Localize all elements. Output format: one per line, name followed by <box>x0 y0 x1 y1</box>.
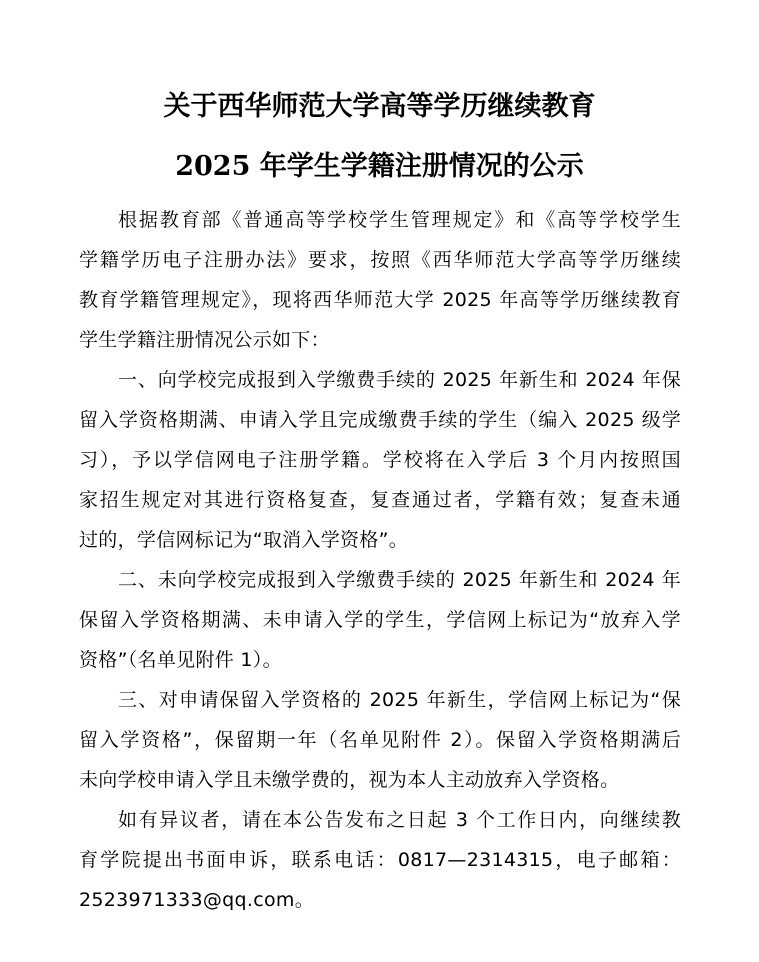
body-line: 过的，学信网标记为“取消入学资格”。 <box>79 529 409 551</box>
body-line: 资格”（名单见附件 1）。 <box>79 649 282 671</box>
contact-email: 2523971333@qq.com。 <box>79 889 315 911</box>
body-line: 留入学资格期满、申请入学且完成缴费手续的学生（编入 2025 级学 <box>79 409 681 431</box>
title-line-2: 2025 年学生学籍注册情况的公示 <box>175 151 584 182</box>
body-line: 学生学籍注册情况公示如下： <box>79 329 330 351</box>
body-line: 三、对申请保留入学资格的 2025 年新生，学信网上标记为“保 <box>118 689 681 711</box>
body-line: 育学院提出书面申诉，联系电话：0817—2314315，电子邮箱： <box>79 849 681 871</box>
body-line: 如有异议者，请在本公告发布之日起 3 个工作日内，向继续教 <box>118 809 681 831</box>
body-line: 习），予以学信网电子注册学籍。学校将在入学后 3 个月内按照国 <box>79 449 681 471</box>
body-line: 学籍学历电子注册办法》要求，按照《西华师范大学高等学历继续 <box>79 249 681 271</box>
body-line: 未向学校申请入学且未缴学费的，视为本人主动放弃入学资格。 <box>79 769 620 791</box>
body-line: 留入学资格”，保留期一年（名单见附件 2）。保留入学资格期满后 <box>79 729 681 751</box>
body-line: 家招生规定对其进行资格复查，复查通过者，学籍有效；复查未通 <box>79 489 681 511</box>
body-line: 一、向学校完成报到入学缴费手续的 2025 年新生和 2024 年保 <box>118 369 681 391</box>
body-line: 根据教育部《普通高等学校学生管理规定》和《高等学校学生 <box>118 209 681 231</box>
body-line: 二、未向学校完成报到入学缴费手续的 2025 年新生和 2024 年 <box>118 569 681 591</box>
body-line: 教育学籍管理规定》，现将西华师范大学 2025 年高等学历继续教育 <box>79 289 681 311</box>
title-line-1: 关于西华师范大学高等学历继续教育 <box>163 91 596 122</box>
body-line: 保留入学资格期满、未申请入学的学生，学信网上标记为“放弃入学 <box>79 609 681 631</box>
